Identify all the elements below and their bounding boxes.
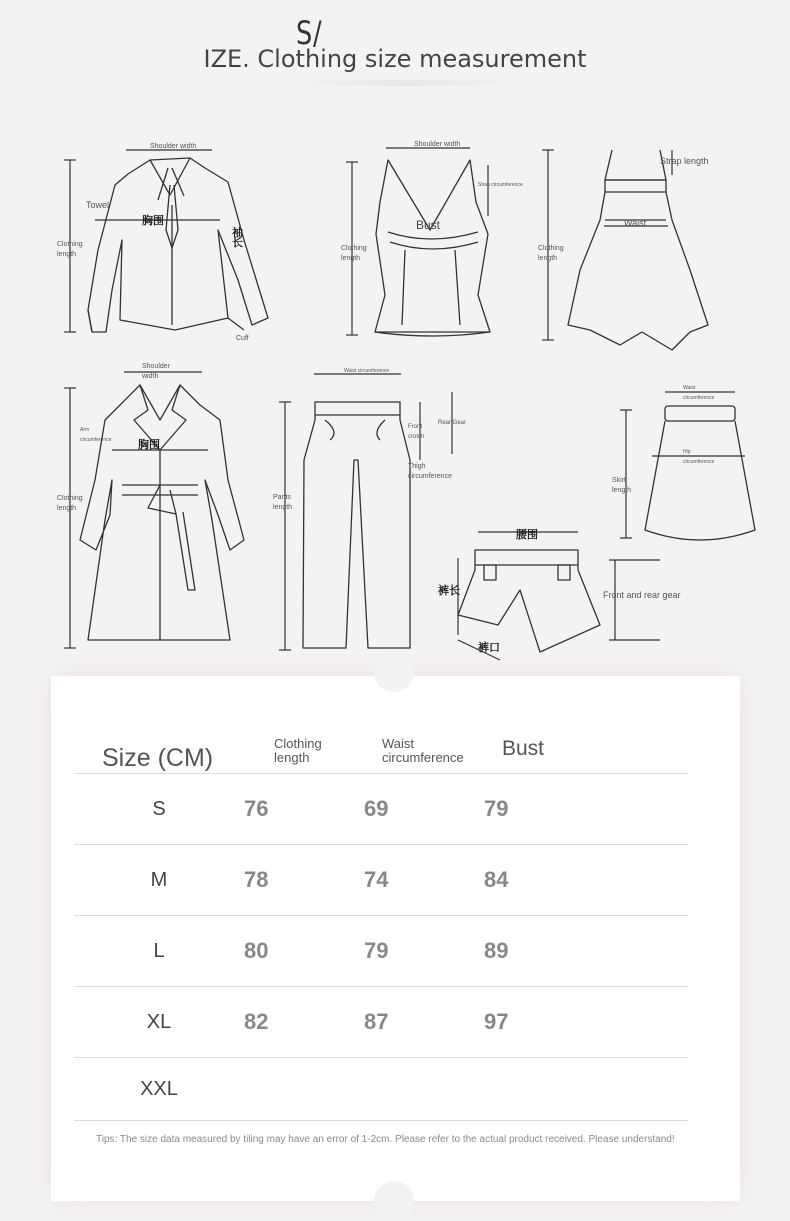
shirt-cuff-label: Cuff (236, 335, 249, 342)
pants-rear-gear-label: Rear Gear (438, 420, 467, 426)
shorts-waist-label: 腰围 (516, 529, 538, 541)
size-cell: M (74, 845, 244, 916)
coat-arm-label: Arm circumference (80, 427, 112, 443)
waist-cell: 79 (364, 916, 484, 987)
size-cell: L (74, 916, 244, 987)
tank-sketch (375, 160, 490, 336)
card-notch-top (374, 652, 414, 692)
table-row (74, 987, 688, 1058)
card-notch-bottom (374, 1181, 414, 1221)
clothing-length-cell: 82 (244, 987, 364, 1058)
shorts-opening-label: 裤口 (478, 642, 500, 654)
shirt-chest-label: 胸围 (142, 215, 164, 227)
bust-cell: 84 (484, 845, 688, 916)
size-cell: S (74, 774, 244, 845)
bust-cell (484, 1058, 688, 1121)
header-clothing-length-line2: length (274, 750, 310, 765)
bust-cell: 89 (484, 916, 688, 987)
shorts-gear-label: Front and rear gear (603, 590, 681, 600)
size-cell: XL (74, 987, 244, 1058)
coat-length-label: Clothing length (57, 495, 83, 512)
dress-waist-label: Waist (624, 218, 647, 228)
shirt-sleeve-label: 袖长 (232, 227, 243, 249)
coat-chest-label: 胸围 (138, 439, 160, 451)
clothing-length-cell: 78 (244, 845, 364, 916)
table-row (74, 916, 688, 987)
skirt-waist-label: Waist circumference (683, 385, 715, 401)
measurement-diagrams (0, 120, 790, 680)
dress-sketch (568, 150, 708, 350)
skirt-hip-label: Hip circumference (683, 449, 715, 465)
coat-sketch (80, 385, 244, 640)
pants-length-label: Pants length (273, 494, 293, 511)
coat-shoulder-label: Shoulder width (142, 363, 171, 380)
title-underline (290, 80, 520, 86)
shirt-length-label: Clothing length (57, 241, 83, 258)
bust-cell: 79 (484, 774, 688, 845)
pants-waist-label: Waist circumference (344, 368, 390, 374)
logo-letter: S/ (296, 14, 323, 52)
header-bust: Bust (502, 737, 545, 760)
tank-strap-label: Strap circumference (478, 182, 523, 188)
clothing-length-cell: 80 (244, 916, 364, 987)
tips-note: Tips: The size data measured by tiling may have an error of 1-2cm. Please refer to the actual product received. Please understand! (96, 1134, 675, 1145)
table-row (74, 1058, 688, 1121)
clothing-length-cell: 76 (244, 774, 364, 845)
waist-cell: 74 (364, 845, 484, 916)
dress-strap-label: Strap length (660, 156, 709, 166)
dress-length-label: Clothing length (538, 245, 564, 262)
tank-shoulder-label: Shoulder width (414, 141, 461, 148)
tank-length-label: Clothing length (341, 245, 367, 262)
table-row (74, 774, 688, 845)
header-size: Size (CM) (102, 744, 214, 772)
waist-cell (364, 1058, 484, 1121)
pants-crotch-label: Front crotch (408, 424, 425, 440)
skirt-sketch (645, 406, 755, 540)
waist-cell: 69 (364, 774, 484, 845)
waist-cell: 87 (364, 987, 484, 1058)
header-waist-line1: Waist (382, 736, 415, 751)
size-table (74, 705, 688, 1121)
table-header-row (74, 705, 688, 774)
size-cell: XXL (74, 1058, 244, 1121)
pants-sketch (303, 402, 410, 648)
shorts-length-label: 裤长 (438, 585, 460, 597)
table-row (74, 845, 688, 916)
header-waist-line2: circumference (382, 750, 464, 765)
pants-thigh-label: Thigh circumference (408, 463, 452, 480)
tank-bust-label: Bust (416, 218, 441, 232)
clothing-length-cell (244, 1058, 364, 1121)
bust-cell: 97 (484, 987, 688, 1058)
header-clothing-length-line1: Clothing (274, 736, 322, 751)
shirt-towel-label: Towel (86, 200, 110, 210)
shirt-shoulder-label: Shoulder width (150, 143, 197, 150)
header-clothing-length (244, 705, 364, 774)
header-waist (364, 705, 484, 774)
page-title: IZE. Clothing size measurement (203, 45, 587, 73)
skirt-length-label: Skirt length (612, 477, 632, 494)
shorts-sketch (458, 550, 600, 652)
